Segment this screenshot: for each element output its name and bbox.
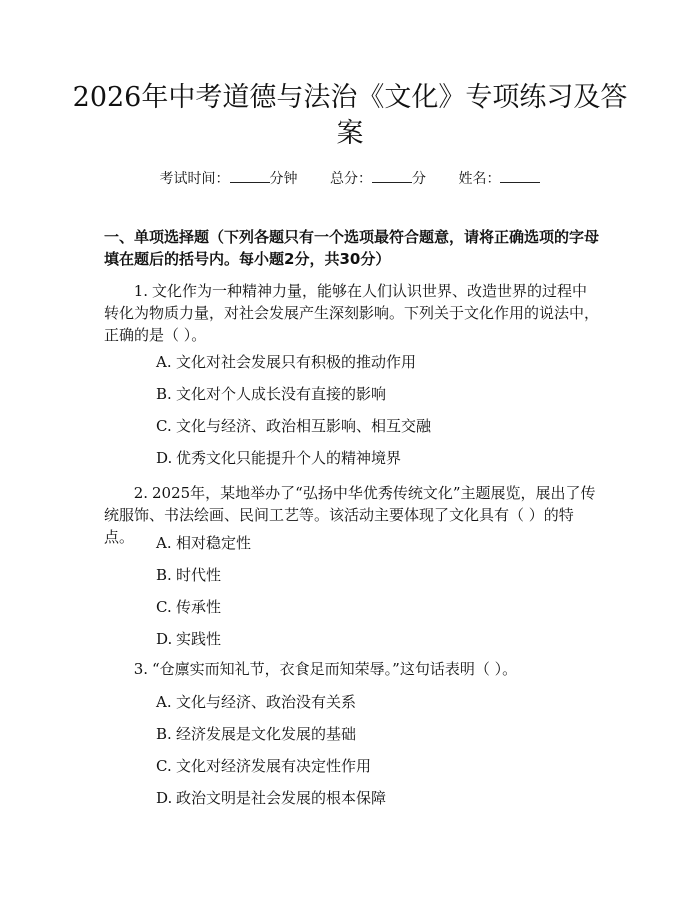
option-letter: A.	[156, 534, 172, 552]
option-text: 相对稳定性	[176, 534, 252, 552]
option-letter: B.	[156, 566, 172, 584]
exam-time-blank	[230, 168, 270, 183]
page-title: 2026年中考道德与法治《文化》专项练习及答案	[72, 82, 628, 149]
option-letter: C.	[156, 598, 172, 616]
name-blank	[500, 168, 540, 183]
option-text: 文化与经济、政治没有关系	[176, 693, 357, 711]
option-text: 政治文明是社会发展的根本保障	[176, 789, 387, 807]
question-3-option-a	[156, 691, 356, 713]
name-label: 姓名：	[458, 171, 501, 187]
question-3-option-d	[156, 787, 386, 809]
exam-time-unit: 分钟	[269, 171, 298, 187]
question-1-option-b	[156, 383, 386, 405]
option-letter: B.	[156, 725, 172, 743]
total-score-label: 总分：	[330, 171, 372, 187]
option-letter: A.	[156, 693, 172, 711]
question-2-option-b	[156, 564, 221, 586]
option-letter: D.	[156, 789, 173, 807]
option-text: 经济发展是文化发展的基础	[176, 725, 357, 743]
question-2-option-d	[156, 628, 221, 650]
option-letter: C.	[156, 757, 172, 775]
question-number: 1.	[133, 282, 148, 300]
question-number: 3.	[133, 660, 148, 678]
exam-time-field	[160, 171, 302, 187]
option-letter: C.	[156, 417, 172, 435]
option-letter: A.	[156, 353, 172, 371]
question-number: 2.	[133, 484, 148, 502]
total-score-unit: 分	[412, 171, 426, 187]
question-3-option-c	[156, 755, 371, 777]
option-letter: D.	[156, 630, 173, 648]
option-letter: D.	[156, 449, 173, 467]
exam-info	[0, 168, 700, 189]
question-3	[104, 658, 600, 680]
option-text: 传承性	[176, 598, 222, 616]
total-score-field	[330, 171, 430, 187]
question-2-option-c	[156, 596, 221, 618]
question-1-option-d	[156, 447, 401, 469]
option-text: 文化对个人成长没有直接的影响	[176, 385, 387, 403]
question-3-option-b	[156, 723, 356, 745]
question-1	[104, 280, 600, 346]
option-text: 文化对经济发展有决定性作用	[176, 757, 372, 775]
question-2-option-a	[156, 532, 251, 554]
exam-time-label: 考试时间：	[159, 171, 230, 187]
option-text: 文化与经济、政治相互影响、相互交融	[176, 417, 432, 435]
question-text: 文化作为一种精神力量，能够在人们认识世界、改造世界的过程中转化为物质力量，对社会发展产生深刻影响。下列关于文化作用的说法中，正确的是（ ）。	[104, 282, 600, 344]
question-text: 2025年，某地举办了“弘扬中华优秀传统文化”主题展览，展出了传统服饰、书法绘画、民间工艺等。该活动主要体现了文化具有（ ）的特点。	[104, 484, 596, 546]
option-letter: B.	[156, 385, 172, 403]
question-text: “仓廪实而知礼节，衣食足而知荣辱。”这句话表明（ ）。	[152, 660, 518, 678]
section-heading: 一、单项选择题（下列各题只有一个选项最符合题意，请将正确选项的字母填在题后的括号内。每小题2分，共30分）	[104, 228, 600, 268]
question-1-option-c	[156, 415, 431, 437]
option-text: 实践性	[176, 630, 222, 648]
total-score-blank	[372, 168, 412, 183]
option-text: 时代性	[176, 566, 222, 584]
option-text: 优秀文化只能提升个人的精神境界	[176, 449, 402, 467]
option-text: 文化对社会发展只有积极的推动作用	[176, 353, 417, 371]
name-field	[458, 171, 540, 187]
question-1-option-a	[156, 351, 416, 373]
